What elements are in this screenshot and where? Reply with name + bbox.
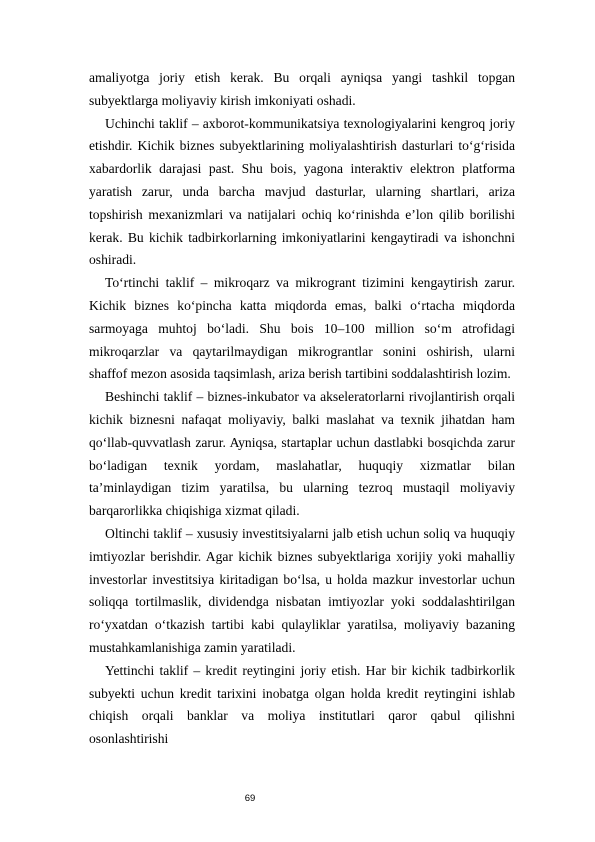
- paragraph-fourth-proposal: To‘rtinchi taklif – mikroqarz va mikrogrant tizimini kengaytirish zarur. Kichik biznes ko‘pincha katta miqdorda emas, balki o‘rtacha miqdorda sarmoyaga muhtoj bo‘ladi. Shu bois 10–100 million so‘m atrofidagi mikroqarzlar va qaytarilmaydigan mikrograntlar sonini oshirish, ularni shaffof mezon asosida taqsimlash, ariza berish tartibini soddalashtirish lozim.: [89, 275, 515, 382]
- body-text: [89, 67, 515, 751]
- paragraph-continuation: amaliyotga joriy etish kerak. Bu orqali ayniqsa yangi tashkil topgan subyektlarga moliyaviy kirish imkoniyati oshadi.: [89, 70, 515, 108]
- paragraph-fifth-proposal: Beshinchi taklif – biznes-inkubator va akseleratorlarni rivojlantirish orqali kichik biznesni nafaqat moliyaviy, balki maslahat va texnik jihatdan ham qo‘llab-quvvatlash zarur. Ayniqsa, startaplar uchun dastlabki bosqichda zarur bo‘ladigan texnik yordam, maslahatlar, huquqiy xizmatlar bilan ta’minlaydigan tizim yaratilsa, bu ularning tezroq mustaqil moliyaviy barqarorlikka chiqishiga xizmat qiladi.: [89, 389, 515, 519]
- page-number: 69: [244, 793, 256, 804]
- paragraph-third-proposal: Uchinchi taklif – axborot-kommunikatsiya texnologiyalarini kengroq joriy etishdir. Kichik biznes subyektlarining moliyalashtirish dasturlari to‘g‘risida xabardorlik darajasi past. Shu bois, yagona interaktiv elektron platforma yaratish zarur, unda barcha mavjud dasturlar, ularning shartlari, ariza topshirish mexanizmlari va natijalari ochiq ko‘rinishda e’lon qilib borilishi kerak. Bu kichik tadbirkorlarning imkoniyatlarini kengaytiradi va ishonchni oshiradi.: [89, 115, 515, 268]
- paragraph-seventh-proposal: Yettinchi taklif – kredit reytingini joriy etish. Har bir kichik tadbirkorlik subyekti uchun kredit tarixini inobatga olgan holda kredit reytingini ishlab chiqish orqali banklar va moliya institutlari qaror qabul qilishni osonlashtirishi: [89, 662, 515, 747]
- paragraph-sixth-proposal: Oltinchi taklif – xususiy investitsiyalarni jalb etish uchun soliq va huquqiy imtiyozlar berishdir. Agar kichik biznes subyektlariga xorijiy yoki mahalliy investorlar investitsiya kiritadigan bo‘lsa, u holda mazkur investorlar uchun soliqqa tortilmaslik, dividendga nisbatan imtiyozlar yoki soddalashtirilgan ro‘yxatdan o‘tkazish tartibi kabi qulayliklar yaratilsa, moliyaviy bazaning mustahkamlanishiga zamin yaratiladi.: [89, 525, 515, 655]
